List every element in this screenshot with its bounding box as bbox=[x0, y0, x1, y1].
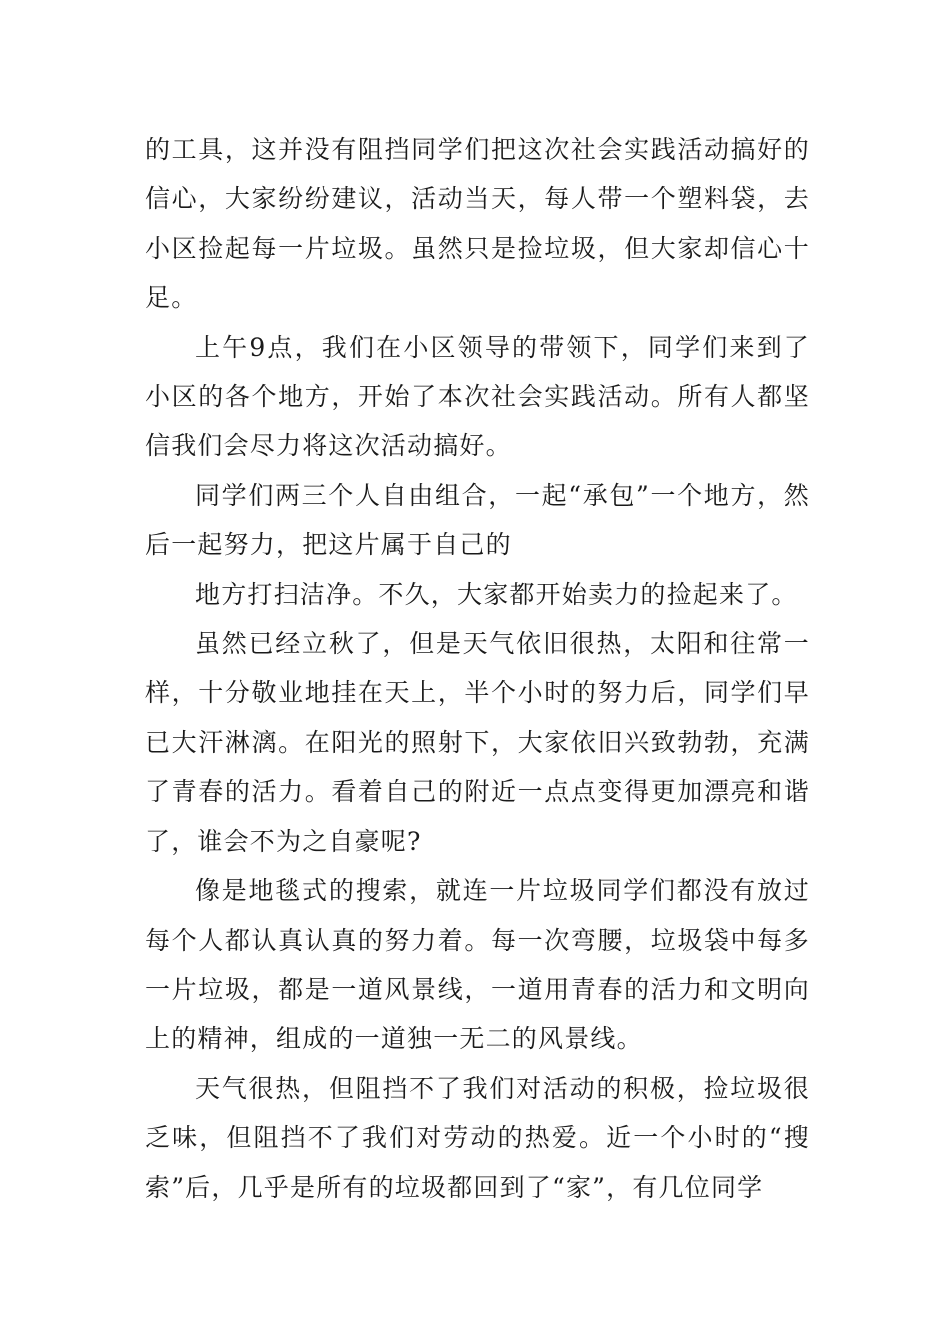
paragraph-3: 同学们两三个人自由组合，一起“承包”一个地方，然后一起努力，把这片属于自己的 bbox=[145, 480, 810, 560]
paragraph-6: 像是地毯式的搜索，就连一片垃圾同学们都没有放过每个人都认真认真的努力着。每一次弯腰，垃圾袋中每多一片垃圾，都是一道风景线，一道用青春的活力和文明向上的精神，组成的一道独一无二的风景线。 bbox=[145, 876, 810, 1054]
paragraph-7: 天气很热，但阻挡不了我们对活动的积极，捡垃圾很乏味，但阻挡不了我们对劳动的热爱。近一个小时的“搜索”后，几乎是所有的垃圾都回到了“家”，有几位同学 bbox=[145, 1073, 810, 1202]
paragraph-1: 的工具，这并没有阻挡同学们把这次社会实践活动搞好的信心，大家纷纷建议，活动当天，每人带一个塑料袋，去小区捡起每一片垃圾。虽然只是捡垃圾，但大家却信心十足。 bbox=[145, 135, 810, 313]
body-text bbox=[145, 125, 810, 1212]
paragraph-5: 虽然已经立秋了，但是天气依旧很热，太阳和往常一样，十分敬业地挂在天上，半个小时的努力后，同学们早已大汗淋漓。在阳光的照射下，大家依旧兴致勃勃，充满了青春的活力。看着自己的附近一点点变得更加漂亮和谐了，谁会不为之自豪呢? bbox=[145, 629, 810, 856]
paragraph-2: 上午9点，我们在小区领导的带领下，同学们来到了小区的各个地方，开始了本次社会实践活动。所有人都坚信我们会尽力将这次活动搞好。 bbox=[145, 332, 810, 461]
paragraph-4: 地方打扫洁净。不久，大家都开始卖力的捡起来了。 bbox=[195, 579, 798, 609]
